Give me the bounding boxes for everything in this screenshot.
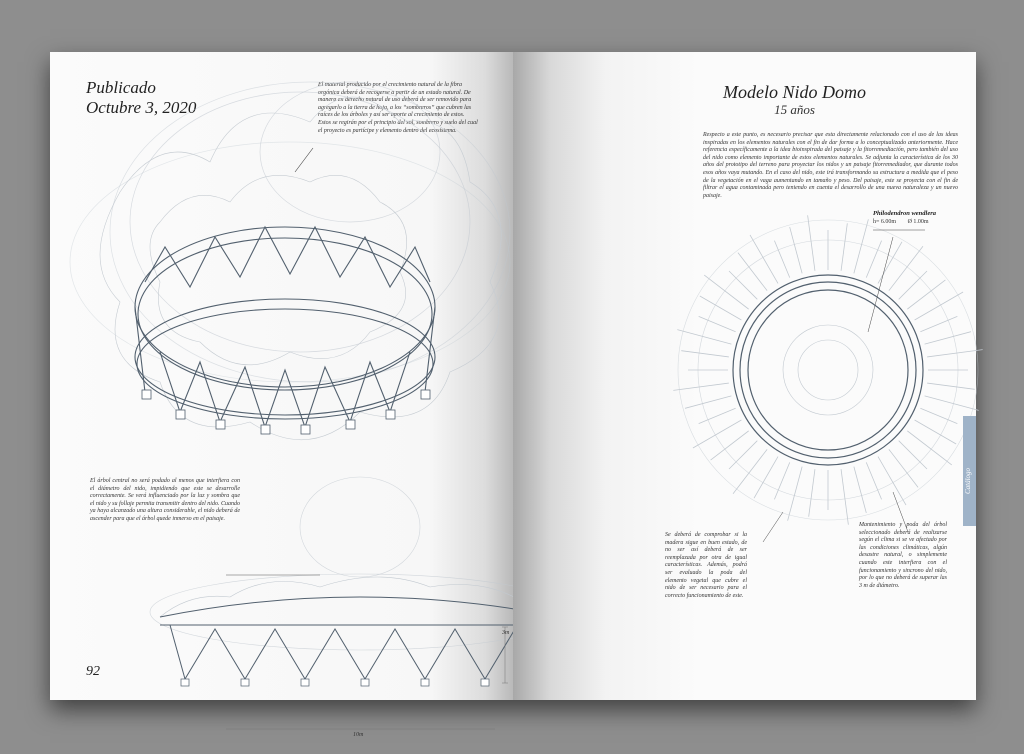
maintenance-note-left: Se deberá de comprobar si la madera sigue en buen estado, de no ser así deberá de ser reemplazada por otra de igual características. Además, podrá ser evaluado la poda del elemento vegetal que cubre el nido de ser necesario para el correcto funcionamiento de este. xyxy=(665,532,747,599)
foliage-ray xyxy=(754,457,778,499)
foliage-ray xyxy=(854,219,868,273)
foliage-ray xyxy=(685,396,731,408)
foliage-ray xyxy=(925,332,971,344)
foliage-ray xyxy=(673,383,729,390)
date-label: Octubre 3, 2020 xyxy=(86,98,197,117)
species-name: Philodendron wendlera xyxy=(873,210,937,217)
foliage-ray xyxy=(729,441,757,469)
foliage-ray xyxy=(790,227,802,273)
foliage-ray xyxy=(693,420,741,448)
foliage-ray xyxy=(750,235,778,283)
dome-plan-drawing xyxy=(513,52,976,452)
foliage-ray xyxy=(841,469,848,525)
foliage-ray xyxy=(738,253,767,291)
foliage-ray xyxy=(915,292,963,320)
dome-elevation-drawing xyxy=(50,457,513,687)
foliage-ray xyxy=(700,296,742,320)
foliage-ray xyxy=(841,223,847,271)
maintenance-note-right: Mantenimiento y poda del árbol seleccionado deberá de realizarse según el clima si se ve afectado por las condiciones climáticas, algún desastre natural, o simplemente cuando este interfiera con el funcionamiento y sincrono del nido, por lo que no deberá de superar las 3 m de diámetro. xyxy=(859,522,947,589)
foliage-ray xyxy=(889,246,923,290)
foliage-ray xyxy=(925,396,979,410)
page-number: 92 xyxy=(86,664,100,679)
foliage-ray xyxy=(927,350,983,357)
dome-perspective-drawing xyxy=(50,52,513,472)
foliage-ray xyxy=(907,431,951,465)
foliage-ray xyxy=(677,330,731,344)
species-height: h= 6.00m xyxy=(873,219,897,225)
width-dimension: 10m xyxy=(353,732,364,738)
foliage-ray xyxy=(915,420,957,444)
foliage-ray xyxy=(854,467,866,513)
left-annotation: El árbol central no será podado al menos que interfiera con el diámetro del nido, impidiendo que este se desarrolle correctamente. Se verá influenciado por la luz y sombra que el nido y su follaje permita transmitir dentro del nido. Cuando ya haya alcanzado una altura considerable, el nido deberá de ascender para que el árbol quede inmerso en el paisaje. xyxy=(90,478,240,522)
foliage-ray xyxy=(733,449,767,493)
foliage-ray xyxy=(809,469,815,517)
magazine-spread xyxy=(50,52,976,738)
foliage-ray xyxy=(704,275,748,309)
foliage-ray xyxy=(681,351,729,357)
foliage-ray xyxy=(889,449,918,487)
top-annotation: El material producido por el crecimiento natural de la fibra orgánica deberá de recogerse a partir de un estado natural. De manera en derecho natural de uso deberá de ser removido para agregarlo a la tierra de hoja, a los “sombreros” que cubren las raíces de los árboles y así ser aporte al crecimiento de estos. Estos se regirán por el principio del sol, sombrero y suelo del cual el proyecto es partícipe y elemento dentro del ecosistema. xyxy=(318,82,478,134)
foliage-ray xyxy=(878,457,906,505)
page-subtitle: 15 años xyxy=(774,102,815,117)
foliage-ray xyxy=(907,280,945,309)
foliage-ray xyxy=(927,383,975,389)
intro-paragraph: Respecto a este punto, es necesario precisar que esta directamente relacionado con el uso de las ideas inspiradas en los elementos naturales con el fin de dar forma a lo conceptualizado anteriormente. Hace referencia específicamente a la idea bioinspirada del paisaje y la fitorremediación, pero también del uso del nido como elemento importante de estos elementos naturales. Se adjunta la característica de los 30 años del prototipo del terreno para proyectar los nidos y un paisaje fitorremediador, que durante todos esos años vaya mutando. En el caso del nido, este irá transformando su estructura a medida que el peso de la vegetación en el vaga aumentando en tamaño y peso. Del paisaje, este se proyecta con el fin de filtrar el agua contaminada pero teniendo en cuenta el desarrollo de una nueva naturaleza y un nuevo paisaje. xyxy=(703,132,958,199)
section-tab: Catálogo xyxy=(963,416,976,526)
left-page xyxy=(50,52,513,738)
page-title: Modelo Nido Domo xyxy=(723,82,866,102)
foliage-ray xyxy=(788,467,802,521)
published-label: Publicado xyxy=(86,78,156,97)
species-diameter: Ø 1.00m xyxy=(907,219,929,225)
right-page xyxy=(513,52,976,700)
height-dimension: 3m xyxy=(502,630,510,636)
foliage-ray xyxy=(729,271,757,299)
foliage-ray xyxy=(808,215,815,271)
foliage-ray xyxy=(711,431,749,460)
foliage-ray xyxy=(899,441,927,469)
foliage-ray xyxy=(899,271,927,299)
